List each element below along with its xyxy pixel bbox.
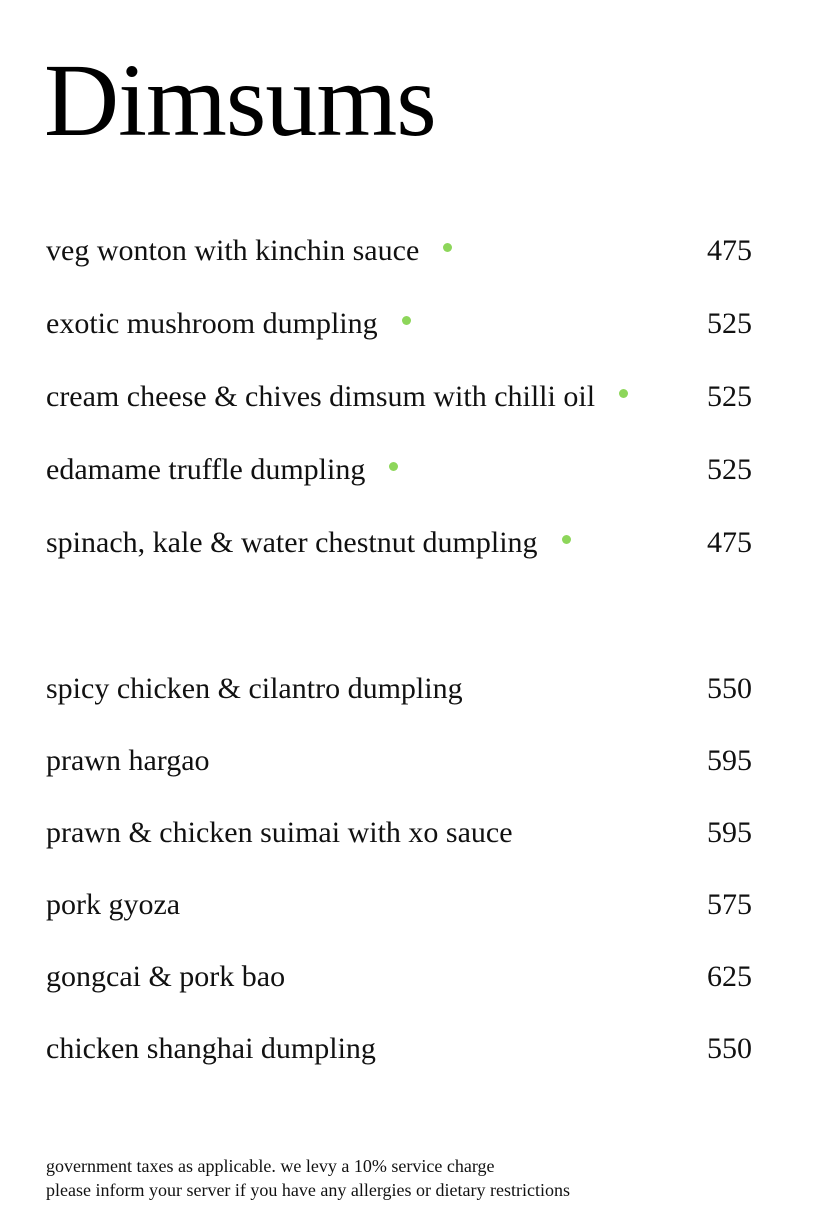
veg-indicator-icon (402, 316, 411, 325)
menu-item (46, 664, 752, 736)
menu-item (46, 952, 752, 1024)
item-price: 625 (707, 960, 752, 993)
page-title: Dimsums (44, 43, 436, 158)
item-name: cream cheese & chives dimsum with chilli oil (46, 380, 596, 413)
menu-item (46, 445, 752, 518)
tax-note: government taxes as applicable. we levy a 10% service charge (46, 1156, 495, 1176)
item-price: 595 (707, 744, 752, 777)
item-name: chicken shanghai dumpling (46, 1032, 376, 1065)
item-name: veg wonton with kinchin sauce (46, 234, 420, 267)
item-name: pork gyoza (46, 888, 181, 921)
item-price: 595 (707, 816, 752, 849)
item-name: gongcai & pork bao (46, 960, 286, 993)
menu-item (46, 880, 752, 952)
item-price: 525 (707, 380, 752, 413)
item-name: edamame truffle dumpling (46, 453, 366, 486)
veg-menu-list (46, 226, 752, 591)
item-name: spicy chicken & cilantro dumpling (46, 672, 463, 705)
menu-item (46, 1024, 752, 1096)
menu-item (46, 299, 752, 372)
item-name: spinach, kale & water chestnut dumpling (46, 526, 538, 559)
menu-item (46, 518, 752, 591)
footer-note (46, 1154, 766, 1202)
menu-item (46, 372, 752, 445)
item-price: 550 (707, 672, 752, 705)
item-name: prawn & chicken suimai with xo sauce (46, 816, 513, 849)
item-price: 575 (707, 888, 752, 921)
item-price: 550 (707, 1032, 752, 1065)
veg-indicator-icon (443, 243, 452, 252)
item-name: exotic mushroom dumpling (46, 307, 378, 340)
veg-indicator-icon (389, 462, 398, 471)
item-price: 475 (707, 526, 752, 559)
allergy-note: please inform your server if you have any allergies or dietary restrictions (46, 1180, 570, 1200)
menu-item (46, 736, 752, 808)
item-price: 525 (707, 453, 752, 486)
item-price: 525 (707, 307, 752, 340)
item-name: prawn hargao (46, 744, 210, 777)
veg-indicator-icon (562, 535, 571, 544)
veg-indicator-icon (619, 389, 628, 398)
nonveg-menu-list (46, 664, 752, 1096)
menu-item (46, 808, 752, 880)
item-price: 475 (707, 234, 752, 267)
menu-item (46, 226, 752, 299)
